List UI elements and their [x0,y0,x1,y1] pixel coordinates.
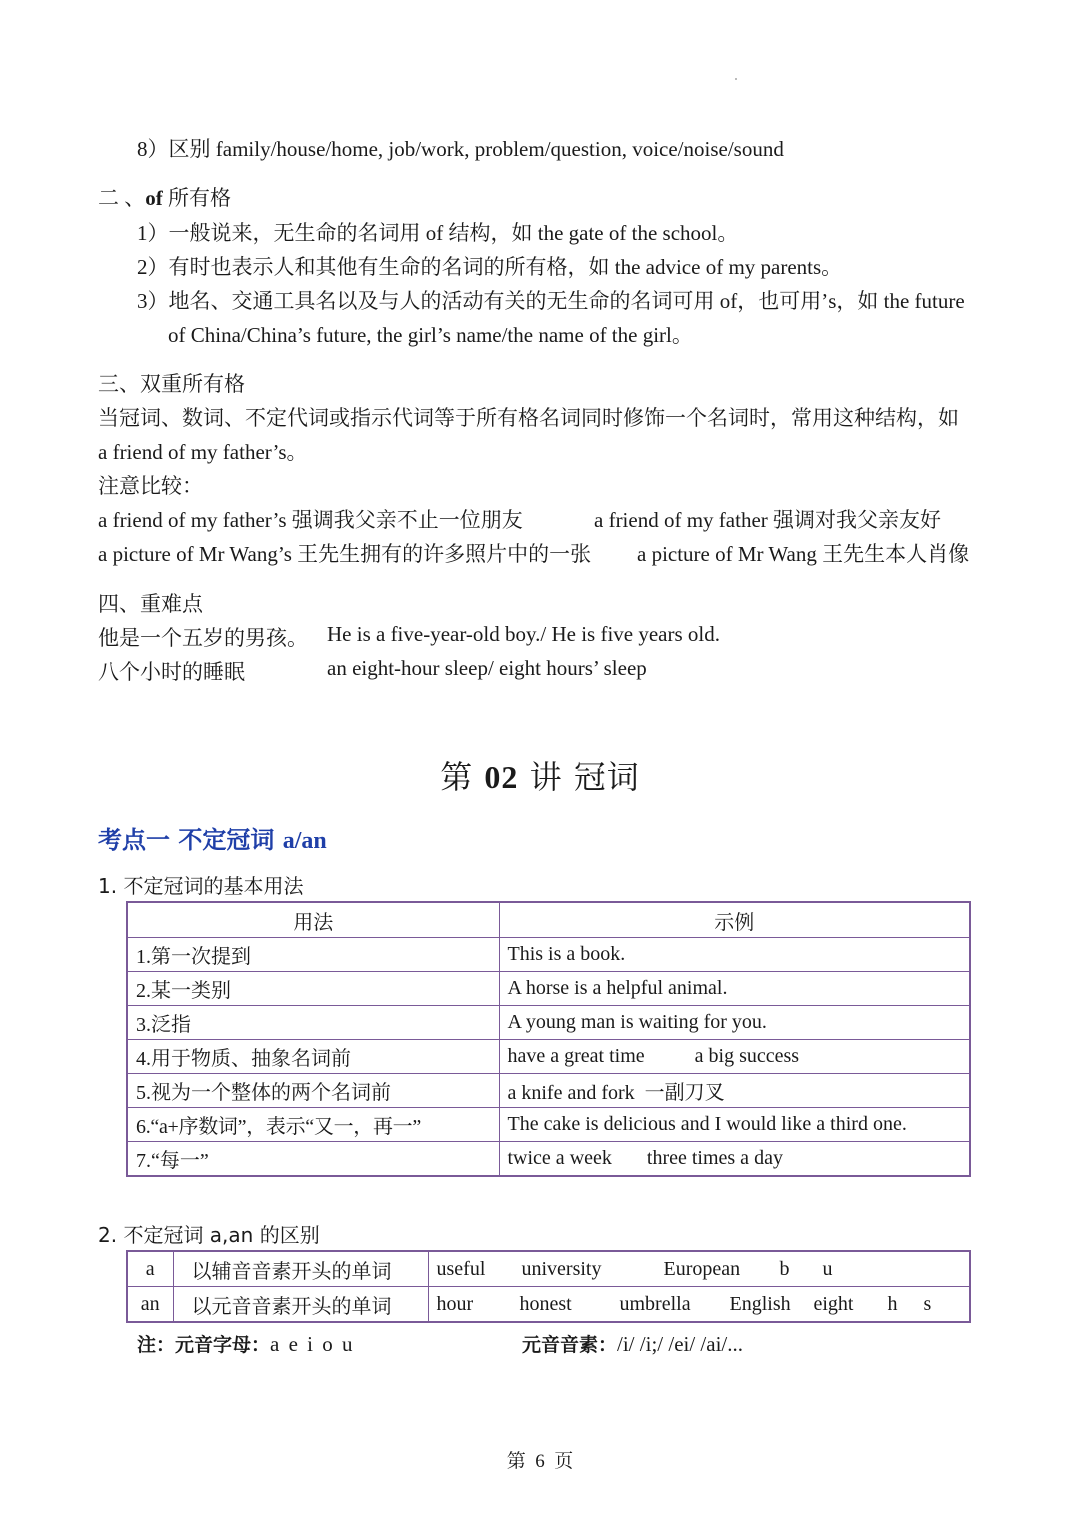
section3-note: 注意比较： [98,474,203,498]
scan-speck [735,78,737,80]
section2-title-bold: of [145,186,163,210]
page-number: 第 6 页 [506,1451,574,1472]
example-cell: a knife and fork 一副刀叉 [499,1074,970,1108]
section2-item-1: 1）一般说来，无生命的名词用 of 结构，如 the gate of the school。 [137,221,739,245]
table-row [127,1040,970,1074]
usage-cell: 7.“每一” [127,1142,499,1177]
table-row [127,1142,970,1177]
word: useful [436,1257,486,1280]
section3-para1: 当冠词、数词、不定代词或指示代词等于所有格名词同时修饰一个名词时，常用这种结构，如 [98,406,959,430]
header-example: 示例 [499,902,970,938]
example-cell: The cake is delicious and I would like a third one. [499,1108,970,1142]
article-cell: an [127,1287,173,1323]
kaodian-en: a/an [282,828,327,854]
word: umbrella [619,1292,691,1315]
table-row [127,938,970,972]
vowel-sounds-value: /i/ /i;/ /ei/ /ai/... [617,1332,744,1356]
usage-cell: 5.视为一个整体的两个名词前 [127,1074,499,1108]
article-cell: a [127,1251,173,1287]
usage-table [126,901,971,1177]
usage-cell: 1.第一次提到 [127,938,499,972]
example-1-english: He is a five-year-old boy./ He is five years old. [327,622,721,646]
usage-cell: 3.泛指 [127,1006,499,1040]
vowel-sounds-note [522,1330,743,1357]
word: b [779,1257,790,1280]
words-cell [428,1251,970,1287]
lecture-title-prefix: 第 [440,758,485,796]
word: s [923,1292,932,1315]
kaodian-heading [98,820,327,855]
section2-item-3-cont: of China/China’s future, the girl’s name/the name of the girl。 [168,323,693,347]
example-cell: A young man is waiting for you. [499,1006,970,1040]
vowel-sounds-label: 元音音素： [522,1334,618,1356]
compare-2-left: a picture of Mr Wang’s 王先生拥有的许多照片中的一张 [98,542,592,566]
lecture-title [0,752,1080,798]
word: u [822,1257,833,1280]
word: university [521,1257,602,1280]
vowel-letters-note [137,1330,355,1357]
word: hour [436,1292,474,1315]
word: European [663,1257,741,1280]
vowel-letters-value: a e i o u [270,1332,355,1356]
section4-title: 四、重难点 [98,592,203,616]
section2-title-prefix: 二 、 [98,186,146,210]
usage-cell: 4.用于物质、抽象名词前 [127,1040,499,1074]
section3-para2: a friend of my father’s。 [98,440,308,464]
compare-1-right: a friend of my father 强调对我父亲友好 [594,508,942,532]
table-row [127,1108,970,1142]
table2-heading: 2. 不定冠词 a,an 的区别 [98,1223,320,1247]
lecture-number: 02 [484,759,519,795]
kaodian-cn: 考点一 不定冠词 [98,826,283,854]
rule-cell: 以辅音音素开头的单词 [173,1251,428,1287]
example-cell: A horse is a helpful animal. [499,972,970,1006]
table-row [127,1287,970,1323]
usage-cell: 2.某一类别 [127,972,499,1006]
table-row [127,1251,970,1287]
section2-title [98,182,231,212]
section2-item-3: 3）地名、交通工具名以及与人的活动有关的无生命的名词可用 of，也可用’s，如 the future [137,289,965,313]
list-item-8: 8）区别 family/house/home, job/work, problem/question, voice/noise/sound [137,137,784,161]
rule-cell: 以元音音素开头的单词 [173,1287,428,1323]
header-usage: 用法 [127,902,499,938]
compare-1-left: a friend of my father’s 强调我父亲不止一位朋友 [98,508,523,532]
words-cell [428,1287,970,1323]
table-row [127,1006,970,1040]
section2-item-2: 2）有时也表示人和其他有生命的名词的所有格，如 the advice of my parents。 [137,255,843,279]
table-row [127,972,970,1006]
a-an-table [126,1250,971,1323]
word: English [729,1292,791,1315]
example-1-chinese: 他是一个五岁的男孩。 [98,626,308,650]
section2-title-suffix: 所有格 [162,186,231,210]
compare-2-right: a picture of Mr Wang 王先生本人肖像 [637,542,970,566]
example-cell: twice a week three times a day [499,1142,970,1177]
example-cell: This is a book. [499,938,970,972]
word: h [887,1292,898,1315]
table-row [127,1074,970,1108]
example-2-english: an eight-hour sleep/ eight hours’ sleep [327,656,647,680]
example-cell: have a great time a big success [499,1040,970,1074]
example-2-chinese: 八个小时的睡眠 [98,660,245,684]
table-header-row [127,902,970,938]
section3-title: 三、双重所有格 [98,372,245,396]
word: honest [519,1292,572,1315]
lecture-title-suffix: 讲 冠词 [518,758,640,796]
usage-cell: 6.“a+序数词”，表示“又一，再一” [127,1108,499,1142]
word: eight [813,1292,854,1315]
vowel-letters-label: 注：元音字母： [137,1334,271,1356]
table1-heading: 1. 不定冠词的基本用法 [98,874,304,898]
